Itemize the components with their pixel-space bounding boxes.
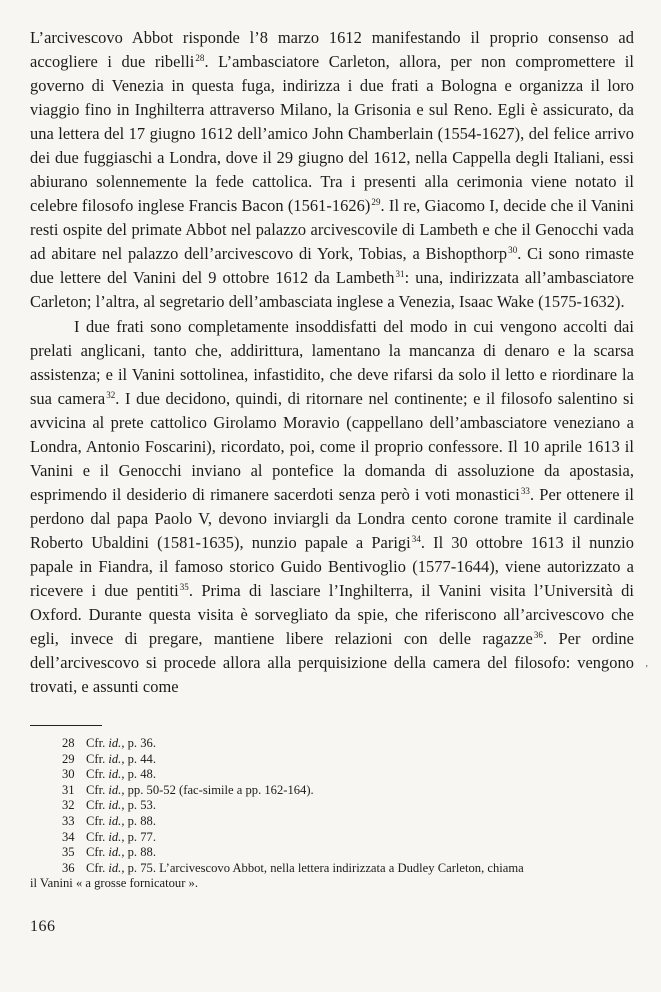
footnote-item bbox=[30, 798, 590, 814]
footnote-ref-33[interactable]: 33 bbox=[520, 485, 530, 496]
footnote-ref-36[interactable]: 36 bbox=[533, 629, 543, 640]
footnote-ref-28[interactable]: 28 bbox=[195, 52, 205, 63]
text-run: I due frati sono completamente insoddisfatti del modo in cui vengono accolti dai prelati anglicani, tanto che, addirittura, lamentano la mancanza di denaro e la scarsa assistenza; e il Vanini sottolinea, infastidito, che deve rifarsi da solo il letto e riordinare la sua camera bbox=[30, 317, 634, 408]
footnote-text: Cfr. bbox=[86, 736, 109, 750]
footnote-number: 33 bbox=[62, 813, 75, 828]
footnote-italic: id., bbox=[108, 845, 125, 860]
text-run: . Prima di lasciare l’Inghilterra, il Vanini visita l’Università di Oxford. Durante questa visita è sorvegliato da spie, che riferiscono all’arcivescovo che egli, invece di pregare, mantiene libere relazioni con delle ragazze bbox=[30, 581, 634, 648]
footnote-item bbox=[30, 861, 590, 877]
footnote-number: 34 bbox=[62, 829, 75, 844]
footnote-item bbox=[30, 752, 590, 768]
footnote-number: 36 bbox=[62, 860, 75, 875]
footnote-italic: id., bbox=[108, 736, 125, 750]
footnote-number: 31 bbox=[62, 782, 75, 797]
footnote-ref-30[interactable]: 30 bbox=[508, 244, 518, 255]
footnote-text: Cfr. bbox=[86, 751, 109, 766]
footnote-italic: id., bbox=[108, 751, 125, 766]
footnote-ref-34[interactable]: 34 bbox=[411, 533, 421, 544]
footnote-ref-29[interactable]: 29 bbox=[371, 196, 381, 207]
footnote-ref-35[interactable]: 35 bbox=[179, 581, 189, 592]
footnote-text: Cfr. bbox=[86, 813, 109, 828]
footnote-item bbox=[30, 736, 590, 752]
footnote-number: 32 bbox=[62, 798, 75, 813]
footnote-item bbox=[30, 767, 590, 783]
footnote-text: Cfr. bbox=[86, 860, 109, 875]
footnote-text: Cfr. bbox=[86, 829, 109, 844]
footnote-text: Cfr. bbox=[86, 845, 109, 860]
main-text bbox=[30, 26, 634, 699]
footnote-text: Cfr. bbox=[86, 798, 109, 813]
footnote-text: p. 88. bbox=[124, 813, 156, 828]
footnote-ref-32[interactable]: 32 bbox=[106, 389, 116, 400]
text-run: : una, indirizzata all’ambasciatore Carleton; l’altra, al segretario dell’ambasciata inglese a Venezia, Isaac Wake (1575-1632). bbox=[30, 268, 635, 311]
footnote-item bbox=[30, 830, 590, 846]
footnote-number: 29 bbox=[62, 751, 75, 766]
text-run: L’arcivescovo Abbot risponde l’8 marzo 1612 manifestando il proprio consenso ad accogliere i due ribelli bbox=[30, 28, 634, 71]
footnote-text: pp. 50-52 (fac-simile a pp. 162-164). bbox=[124, 782, 314, 797]
footnote-italic: id., bbox=[108, 860, 125, 875]
footnote-italic: id., bbox=[108, 813, 125, 828]
page-number: 166 bbox=[30, 918, 56, 935]
footnote-text: p. 48. bbox=[124, 767, 156, 782]
paragraph-2 bbox=[30, 315, 634, 699]
footnote-text: Cfr. bbox=[86, 767, 109, 782]
footnote-item bbox=[30, 783, 590, 799]
text-run: . Il re, Giacomo I, decide che il Vanini resti ospite del primate Abbot nel palazzo arcivescovile di Lambeth e che il Genocchi vada ad abitare nel palazzo dell’arcivescovo di York, Tobias, a Bishopthorp bbox=[30, 196, 634, 263]
footnote-number: 35 bbox=[62, 845, 75, 860]
text-run: . Per ordine dell’arcivescovo si procede allora alla perquisizione della camera del filosofo: vengono trovati, e assunti come bbox=[30, 629, 635, 696]
footnote-italic: id., bbox=[108, 798, 125, 813]
footnote-text: p. 88. bbox=[124, 845, 156, 860]
footnotes-list bbox=[30, 736, 590, 892]
footnote-text: p. 77. bbox=[124, 829, 156, 844]
text-run: . Per ottenere il perdono dal papa Paolo V, devono inviargli da Londra cento corone tramite il cardinale Roberto Ubaldini (1581-1635), nunzio papale a Parigi bbox=[30, 485, 634, 552]
footnote-italic: id., bbox=[108, 829, 125, 844]
text-run: . I due decidono, quindi, di ritornare nel continente; e il filosofo salentino si avvicina al prete cattolico Girolamo Moravio (cappellano dell’ambasciatore veneziano a Londra, Antonio Foscarini), ricordato, poi, come il proprio confessore. Il 10 aprile 1613 il Vanini e il Genocchi inviano al pontefice la domanda di assoluzione da apostasia, esprimendo il desiderio di rimanere sacerdoti senza però i voti monastici bbox=[30, 389, 634, 504]
text-run: . L’ambasciatore Carleton, allora, per non compromettere il governo di Venezia in questa fuga, indirizza i due frati a Bologna e organizza il loro viaggio fino in Inghilterra attraverso Milano, la Grisonia e sul Reno. Egli è assicurato, da una lettera del 17 giugno 1612 dell’amico John Chamberlain (1554-1627), del felice arrivo dei due fuggiaschi a Londra, dove il 29 giugno del 1612, nella Cappella degli Italiani, essi abiurano solennemente la fede cattolica. Tra i presenti alla cerimonia viene notato il celebre filosofo inglese Francis Bacon (1561-1626) bbox=[30, 52, 635, 215]
footnote-number: 28 bbox=[62, 736, 75, 750]
footnote-item bbox=[30, 814, 590, 830]
text-run: . Ci sono rimaste due lettere del Vanini del 9 ottobre 1612 da Lambeth bbox=[30, 244, 635, 287]
footnote-divider bbox=[30, 725, 102, 726]
margin-mark: ’ bbox=[645, 664, 649, 675]
footnote-number: 30 bbox=[62, 767, 75, 782]
footnote-text: p. 75. L’arcivescovo Abbot, nella lettera indirizzata a Dudley Carleton, chiama bbox=[124, 860, 524, 875]
footnote-text: p. 44. bbox=[124, 751, 156, 766]
text-run: . Il 30 ottobre 1613 il nunzio papale in Fiandra, il famoso storico Guido Bentivoglio (1577-1644), viene autorizzato a ricevere i due pentiti bbox=[30, 533, 634, 600]
footnote-ref-31[interactable]: 31 bbox=[395, 268, 405, 279]
footnote-italic: id., bbox=[108, 767, 125, 782]
footnote-italic: id., bbox=[108, 782, 125, 797]
footnote-continuation: il Vanini « a grosse fornicatour ». bbox=[30, 876, 198, 891]
footnote-item bbox=[30, 845, 590, 861]
footnote-text: Cfr. bbox=[86, 782, 109, 797]
paragraph-1 bbox=[30, 26, 634, 314]
footnote-text: p. 36. bbox=[124, 736, 156, 750]
footnote-text: p. 53. bbox=[124, 798, 156, 813]
